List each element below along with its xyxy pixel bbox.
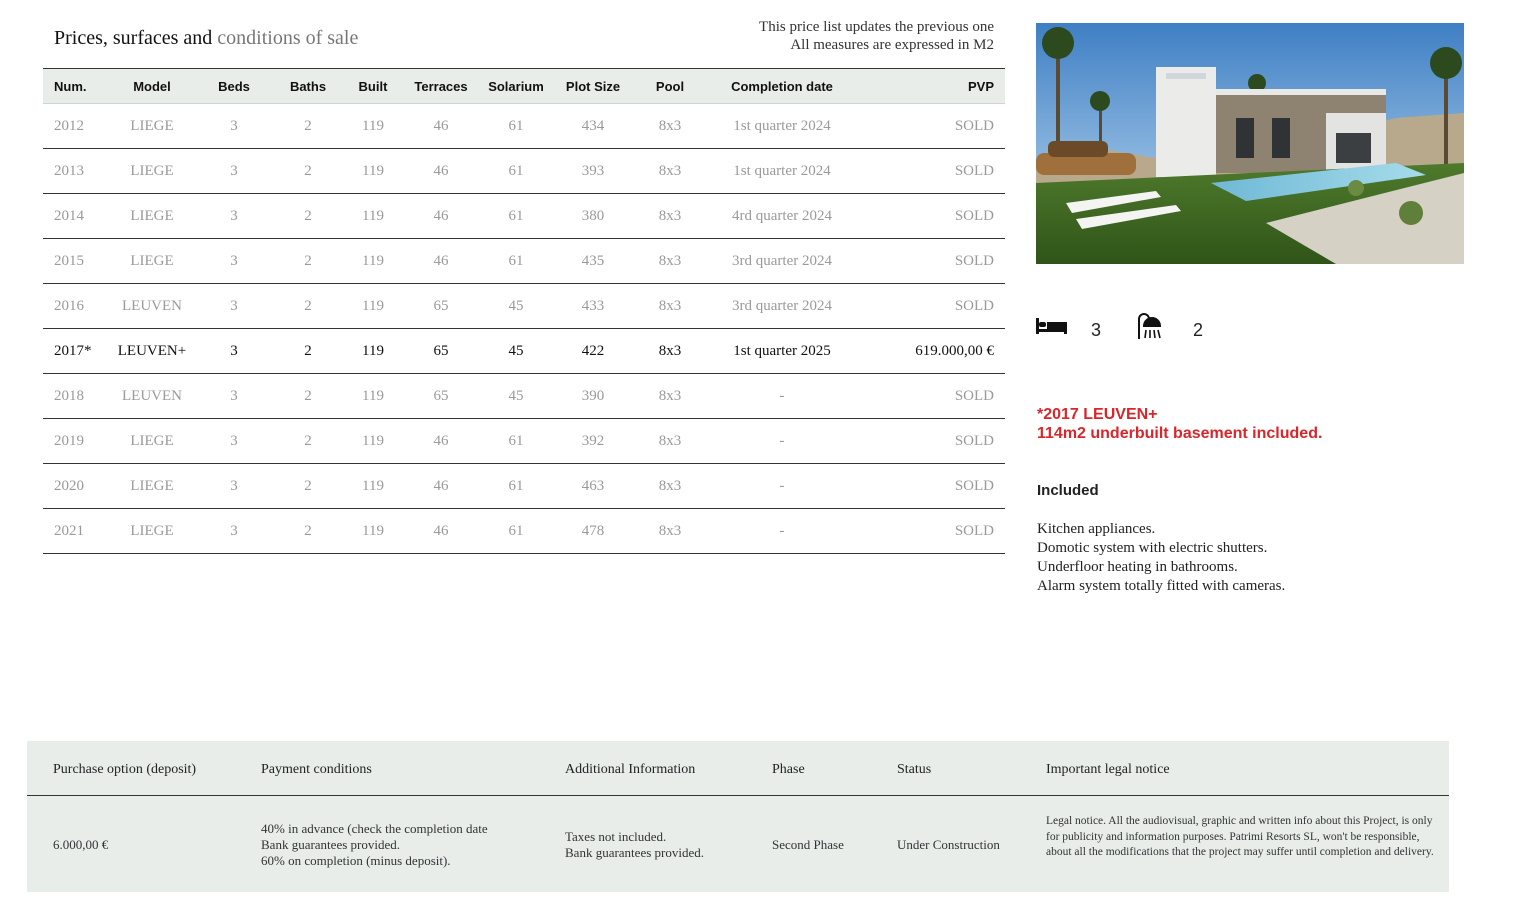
cell-terraces: 46	[405, 194, 477, 239]
included-list	[1037, 520, 1285, 596]
cell-beds: 3	[193, 284, 275, 329]
cell-beds: 3	[193, 509, 275, 554]
cell-solarium: 61	[477, 104, 555, 149]
phase-value: Second Phase	[772, 837, 844, 852]
cell-plot: 422	[555, 329, 631, 374]
cell-plot: 380	[555, 194, 631, 239]
col-pool: Pool	[631, 69, 709, 104]
list-item: Kitchen appliances.	[1037, 521, 1156, 537]
baths-count: 2	[1193, 320, 1204, 340]
cell-pvp: SOLD	[855, 464, 1005, 509]
cell-model: LIEGE	[111, 194, 193, 239]
col-num: Num.	[43, 69, 111, 104]
cell-terraces: 46	[405, 104, 477, 149]
cell-completion: 1st quarter 2025	[709, 329, 855, 374]
cell-num: 2021	[43, 509, 111, 554]
col-baths: Baths	[275, 69, 341, 104]
payment-line: 60% on completion (minus deposit).	[261, 853, 451, 868]
status-value: Under Construction	[897, 837, 1000, 852]
cell-pvp: SOLD	[855, 149, 1005, 194]
cell-beds: 3	[193, 419, 275, 464]
conditions-divider	[27, 795, 1449, 796]
highlight-note-line-1: *2017 LEUVEN+	[1037, 406, 1158, 423]
cell-completion: -	[709, 509, 855, 554]
cell-plot: 433	[555, 284, 631, 329]
cell-model: LEUVEN	[111, 284, 193, 329]
cell-pool: 8x3	[631, 239, 709, 284]
table-row	[43, 374, 1005, 419]
cell-model: LIEGE	[111, 104, 193, 149]
cell-terraces: 46	[405, 464, 477, 509]
payment-header: Payment conditions	[261, 762, 372, 777]
additional-line: Taxes not included.	[565, 829, 667, 844]
cell-solarium: 45	[477, 329, 555, 374]
cell-model: LIEGE	[111, 149, 193, 194]
update-note-line-2: All measures are expressed in M2	[790, 37, 994, 53]
col-plot-size: Plot Size	[555, 69, 631, 104]
payment-line: Bank guarantees provided.	[261, 837, 400, 852]
cell-baths: 2	[275, 284, 341, 329]
cell-pvp: SOLD	[855, 509, 1005, 554]
cell-pool: 8x3	[631, 194, 709, 239]
cell-completion: 1st quarter 2024	[709, 149, 855, 194]
cell-beds: 3	[193, 194, 275, 239]
cell-baths: 2	[275, 329, 341, 374]
table-row-available	[43, 329, 1005, 374]
cell-plot: 393	[555, 149, 631, 194]
price-table-header	[43, 69, 1005, 104]
cell-solarium: 61	[477, 194, 555, 239]
cell-terraces: 65	[405, 284, 477, 329]
cell-completion: -	[709, 464, 855, 509]
highlight-note-line-2: 114m2 underbuilt basement included.	[1037, 425, 1323, 442]
cell-completion: -	[709, 419, 855, 464]
deposit-header: Purchase option (deposit)	[53, 762, 197, 777]
cell-built: 119	[341, 194, 405, 239]
cell-model: LIEGE	[111, 419, 193, 464]
cell-baths: 2	[275, 104, 341, 149]
deposit-value: 6.000,00 €	[53, 837, 109, 852]
cell-pool: 8x3	[631, 464, 709, 509]
col-model: Model	[111, 69, 193, 104]
payment-line: 40% in advance (check the completion date	[261, 821, 488, 836]
cell-solarium: 61	[477, 419, 555, 464]
beds-count: 3	[1091, 320, 1102, 340]
col-solarium: Solarium	[477, 69, 555, 104]
cell-baths: 2	[275, 149, 341, 194]
cell-solarium: 61	[477, 509, 555, 554]
cell-plot: 478	[555, 509, 631, 554]
cell-solarium: 61	[477, 149, 555, 194]
cell-model: LEUVEN	[111, 374, 193, 419]
col-terraces: Terraces	[405, 69, 477, 104]
cell-beds: 3	[193, 329, 275, 374]
additional-header: Additional Information	[565, 762, 696, 777]
col-beds: Beds	[193, 69, 275, 104]
cell-plot: 392	[555, 419, 631, 464]
table-row	[43, 104, 1005, 149]
table-row	[43, 284, 1005, 329]
table-row	[43, 419, 1005, 464]
update-note	[759, 18, 994, 54]
cell-model: LIEGE	[111, 509, 193, 554]
cell-terraces: 65	[405, 329, 477, 374]
cell-terraces: 46	[405, 419, 477, 464]
cell-completion: 1st quarter 2024	[709, 104, 855, 149]
cell-solarium: 45	[477, 374, 555, 419]
cell-baths: 2	[275, 464, 341, 509]
cell-built: 119	[341, 374, 405, 419]
cell-built: 119	[341, 329, 405, 374]
table-row	[43, 464, 1005, 509]
page-title-bold: Prices, surfaces and	[54, 27, 213, 49]
col-pvp: PVP	[855, 69, 1005, 104]
cell-built: 119	[341, 464, 405, 509]
cell-pvp: SOLD	[855, 419, 1005, 464]
cell-num: 2019	[43, 419, 111, 464]
conditions-panel	[27, 741, 1449, 892]
cell-model: LIEGE	[111, 239, 193, 284]
cell-baths: 2	[275, 194, 341, 239]
price-table	[43, 68, 1005, 554]
list-item: Domotic system with electric shutters.	[1037, 540, 1268, 556]
cell-completion: 3rd quarter 2024	[709, 239, 855, 284]
table-row	[43, 239, 1005, 284]
page-title-light: conditions of sale	[217, 27, 359, 49]
cell-pool: 8x3	[631, 419, 709, 464]
cell-baths: 2	[275, 509, 341, 554]
cell-built: 119	[341, 509, 405, 554]
legal-notice-text: Legal notice. All the audiovisual, graphic and written info about this Project, is only for publicity and information purposes. Patrimi Resorts SL, won't be responsible, about all the modifications that the project may suffer until completion and delivery.	[1046, 815, 1434, 858]
cell-pool: 8x3	[631, 104, 709, 149]
cell-built: 119	[341, 104, 405, 149]
additional-line: Bank guarantees provided.	[565, 845, 704, 860]
cell-pvp: SOLD	[855, 194, 1005, 239]
cell-pvp: SOLD	[855, 284, 1005, 329]
cell-pool: 8x3	[631, 509, 709, 554]
cell-pool: 8x3	[631, 329, 709, 374]
shower-icon	[1136, 312, 1164, 345]
cell-solarium: 45	[477, 284, 555, 329]
status-header: Status	[897, 762, 932, 777]
cell-completion: -	[709, 374, 855, 419]
cell-num: 2017*	[43, 329, 111, 374]
col-built: Built	[341, 69, 405, 104]
list-item: Alarm system totally fitted with cameras.	[1037, 578, 1286, 594]
cell-baths: 2	[275, 239, 341, 284]
cell-pool: 8x3	[631, 284, 709, 329]
cell-terraces: 46	[405, 149, 477, 194]
table-row	[43, 149, 1005, 194]
cell-built: 119	[341, 419, 405, 464]
cell-baths: 2	[275, 374, 341, 419]
cell-model: LEUVEN+	[111, 329, 193, 374]
cell-terraces: 46	[405, 509, 477, 554]
legal-header: Important legal notice	[1046, 762, 1170, 777]
table-row	[43, 509, 1005, 554]
cell-plot: 390	[555, 374, 631, 419]
cell-built: 119	[341, 284, 405, 329]
cell-model: LIEGE	[111, 464, 193, 509]
cell-pvp: SOLD	[855, 104, 1005, 149]
cell-num: 2014	[43, 194, 111, 239]
col-completion-date: Completion date	[709, 69, 855, 104]
cell-pvp: 619.000,00 €	[855, 329, 1005, 374]
cell-pvp: SOLD	[855, 374, 1005, 419]
included-title: Included	[1037, 482, 1099, 499]
cell-num: 2015	[43, 239, 111, 284]
cell-terraces: 65	[405, 374, 477, 419]
cell-beds: 3	[193, 104, 275, 149]
cell-num: 2016	[43, 284, 111, 329]
cell-pvp: SOLD	[855, 239, 1005, 284]
cell-solarium: 61	[477, 239, 555, 284]
bed-icon	[1036, 318, 1068, 339]
cell-solarium: 61	[477, 464, 555, 509]
cell-built: 119	[341, 149, 405, 194]
cell-plot: 435	[555, 239, 631, 284]
cell-num: 2013	[43, 149, 111, 194]
cell-plot: 434	[555, 104, 631, 149]
table-row	[43, 194, 1005, 239]
cell-num: 2012	[43, 104, 111, 149]
cell-beds: 3	[193, 239, 275, 284]
phase-header: Phase	[772, 762, 805, 777]
payment-value	[261, 821, 488, 869]
villa-render-image	[1036, 23, 1464, 264]
cell-completion: 3rd quarter 2024	[709, 284, 855, 329]
list-item: Underfloor heating in bathrooms.	[1037, 559, 1238, 575]
cell-baths: 2	[275, 419, 341, 464]
cell-num: 2020	[43, 464, 111, 509]
cell-plot: 463	[555, 464, 631, 509]
cell-num: 2018	[43, 374, 111, 419]
cell-beds: 3	[193, 149, 275, 194]
cell-beds: 3	[193, 374, 275, 419]
cell-pool: 8x3	[631, 149, 709, 194]
cell-built: 119	[341, 239, 405, 284]
highlight-note	[1037, 405, 1322, 443]
cell-beds: 3	[193, 464, 275, 509]
cell-pool: 8x3	[631, 374, 709, 419]
additional-value	[565, 829, 704, 861]
cell-completion: 4rd quarter 2024	[709, 194, 855, 239]
page-title	[54, 27, 358, 50]
cell-terraces: 46	[405, 239, 477, 284]
update-note-line-1: This price list updates the previous one	[759, 19, 994, 35]
